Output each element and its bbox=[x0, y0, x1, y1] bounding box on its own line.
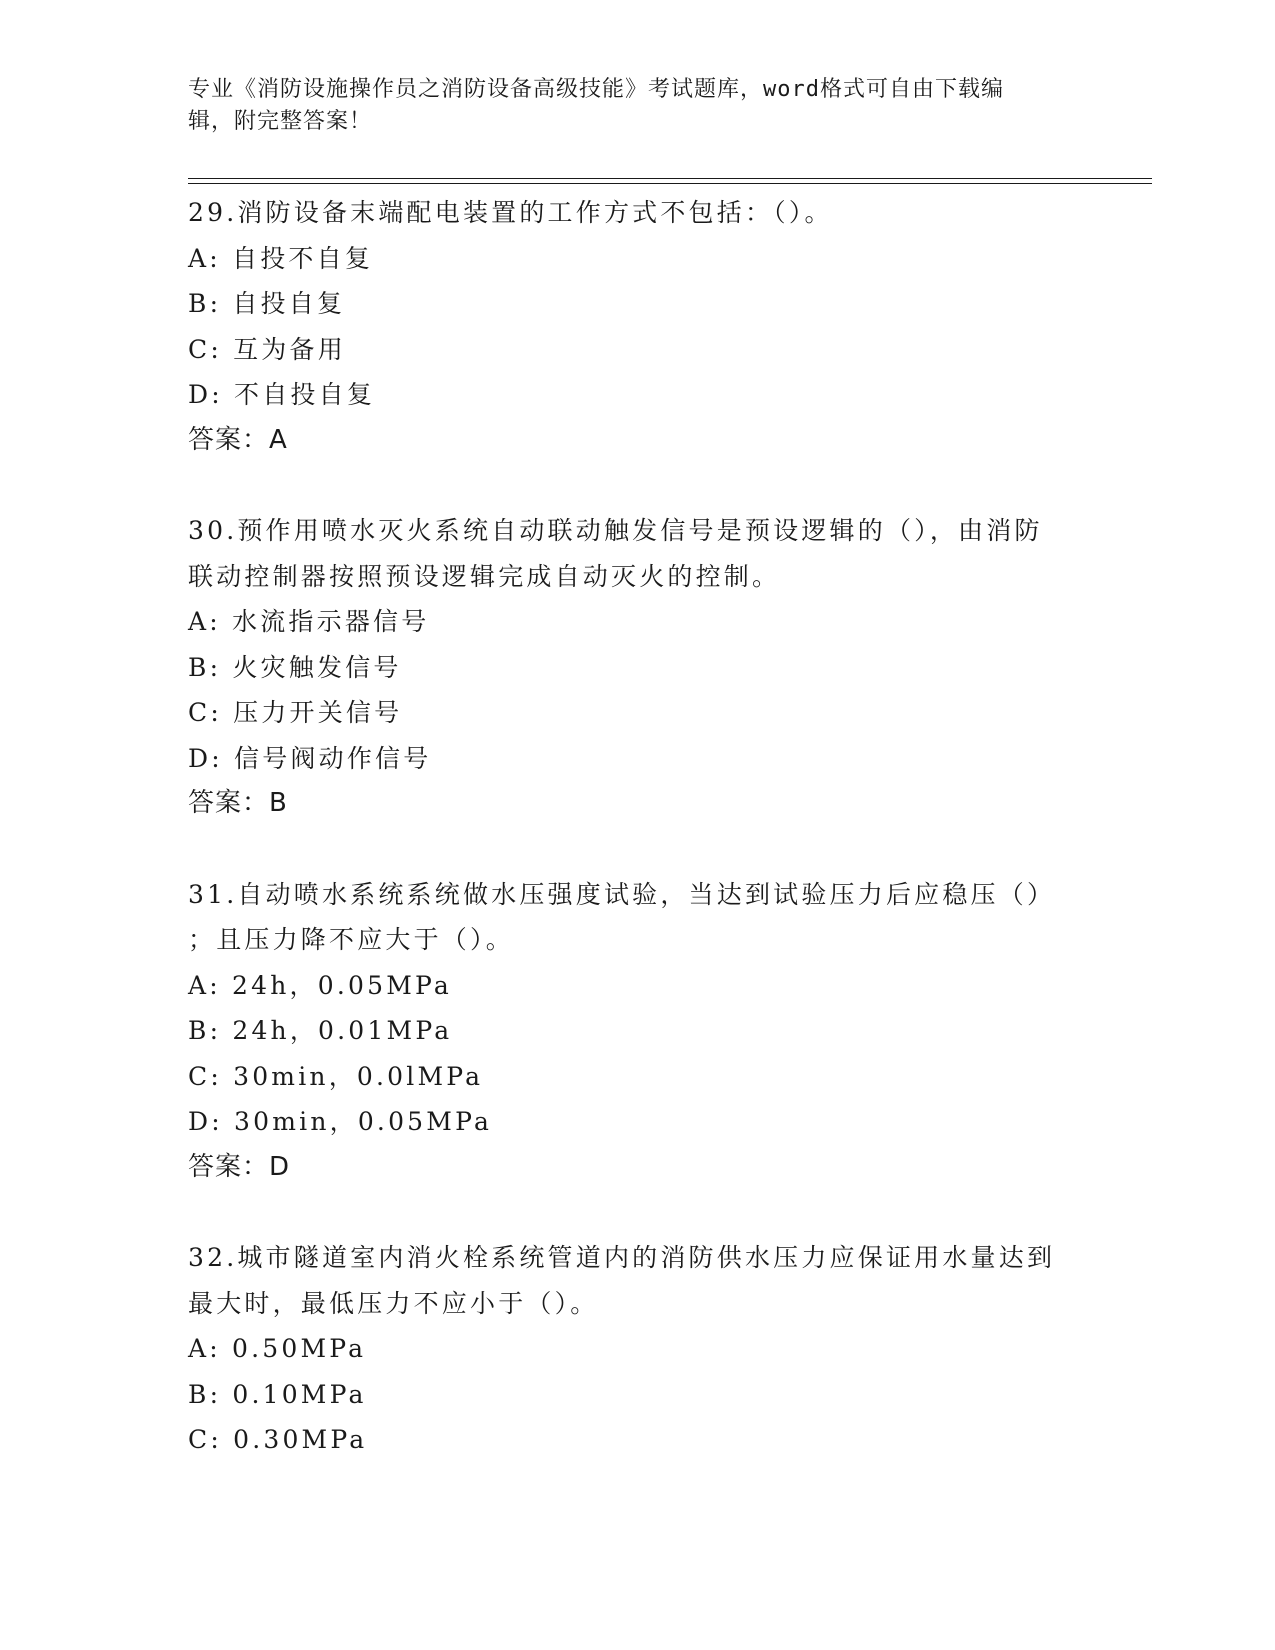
option-c: C: 互为备用 bbox=[188, 334, 346, 364]
option-b: B: 火灾触发信号 bbox=[188, 652, 402, 682]
header-line: 辑，附完整答案！ bbox=[188, 109, 373, 134]
option-c: C: 压力开关信号 bbox=[188, 698, 403, 727]
stem-line: 29.消防设备末端配电装置的工作方式不包括：（）。 bbox=[188, 198, 833, 227]
option-a: A: 0.50MPa bbox=[188, 1334, 367, 1363]
option-a: A: 自投不自复 bbox=[188, 243, 374, 273]
option-a: A: 24h，0.05MPa bbox=[188, 970, 453, 1000]
question-31 bbox=[188, 872, 1068, 1191]
stem-line: 最大时，最低压力不应小于（）。 bbox=[188, 1288, 599, 1318]
option-d: D: 信号阀动作信号 bbox=[188, 743, 432, 773]
stem-line: 31.自动喷水系统系统做水压强度试验，当达到试验压力后应稳压（） bbox=[188, 879, 1056, 909]
option-b: B: 自投自复 bbox=[188, 289, 346, 318]
stem-line: ；且压力降不应大于（）。 bbox=[188, 925, 514, 954]
option-d: D: 30min，0.05MPa bbox=[188, 1107, 493, 1136]
question-stem bbox=[188, 190, 1068, 236]
question-32 bbox=[188, 1235, 1068, 1463]
stem-line: 30.预作用喷水灭火系统自动联动触发信号是预设逻辑的（），由消防 bbox=[188, 516, 1043, 545]
answer-line: 答案：B bbox=[188, 788, 288, 818]
option-b: B: 24h，0.01MPa bbox=[188, 1016, 453, 1045]
question-stem bbox=[188, 872, 1068, 963]
header-divider-bottom bbox=[188, 183, 1152, 184]
question-stem bbox=[188, 508, 1068, 599]
answer-line: 答案：D bbox=[188, 1151, 291, 1182]
document-header bbox=[188, 74, 1078, 138]
option-c: C: 30min，0.0lMPa bbox=[188, 1061, 484, 1091]
stem-line: 联动控制器按照预设逻辑完成自动灭火的控制。 bbox=[188, 561, 781, 591]
option-a: A: 水流指示器信号 bbox=[188, 607, 430, 636]
option-c: C: 0.30MPa bbox=[188, 1425, 368, 1454]
question-30 bbox=[188, 508, 1068, 827]
option-b: B: 0.10MPa bbox=[188, 1379, 367, 1409]
stem-line: 32.城市隧道室内消火栓系统管道内的消防供水压力应保证用水量达到 bbox=[188, 1243, 1056, 1272]
question-list bbox=[188, 190, 1068, 1508]
question-stem bbox=[188, 1235, 1068, 1326]
answer-line: 答案：A bbox=[188, 424, 288, 455]
header-divider-top bbox=[188, 178, 1152, 179]
header-line: 专业《消防设施操作员之消防设备高级技能》考试题库，word格式可自由下载编 bbox=[188, 77, 1004, 102]
question-29 bbox=[188, 190, 1068, 463]
option-d: D: 不自投自复 bbox=[188, 380, 376, 409]
